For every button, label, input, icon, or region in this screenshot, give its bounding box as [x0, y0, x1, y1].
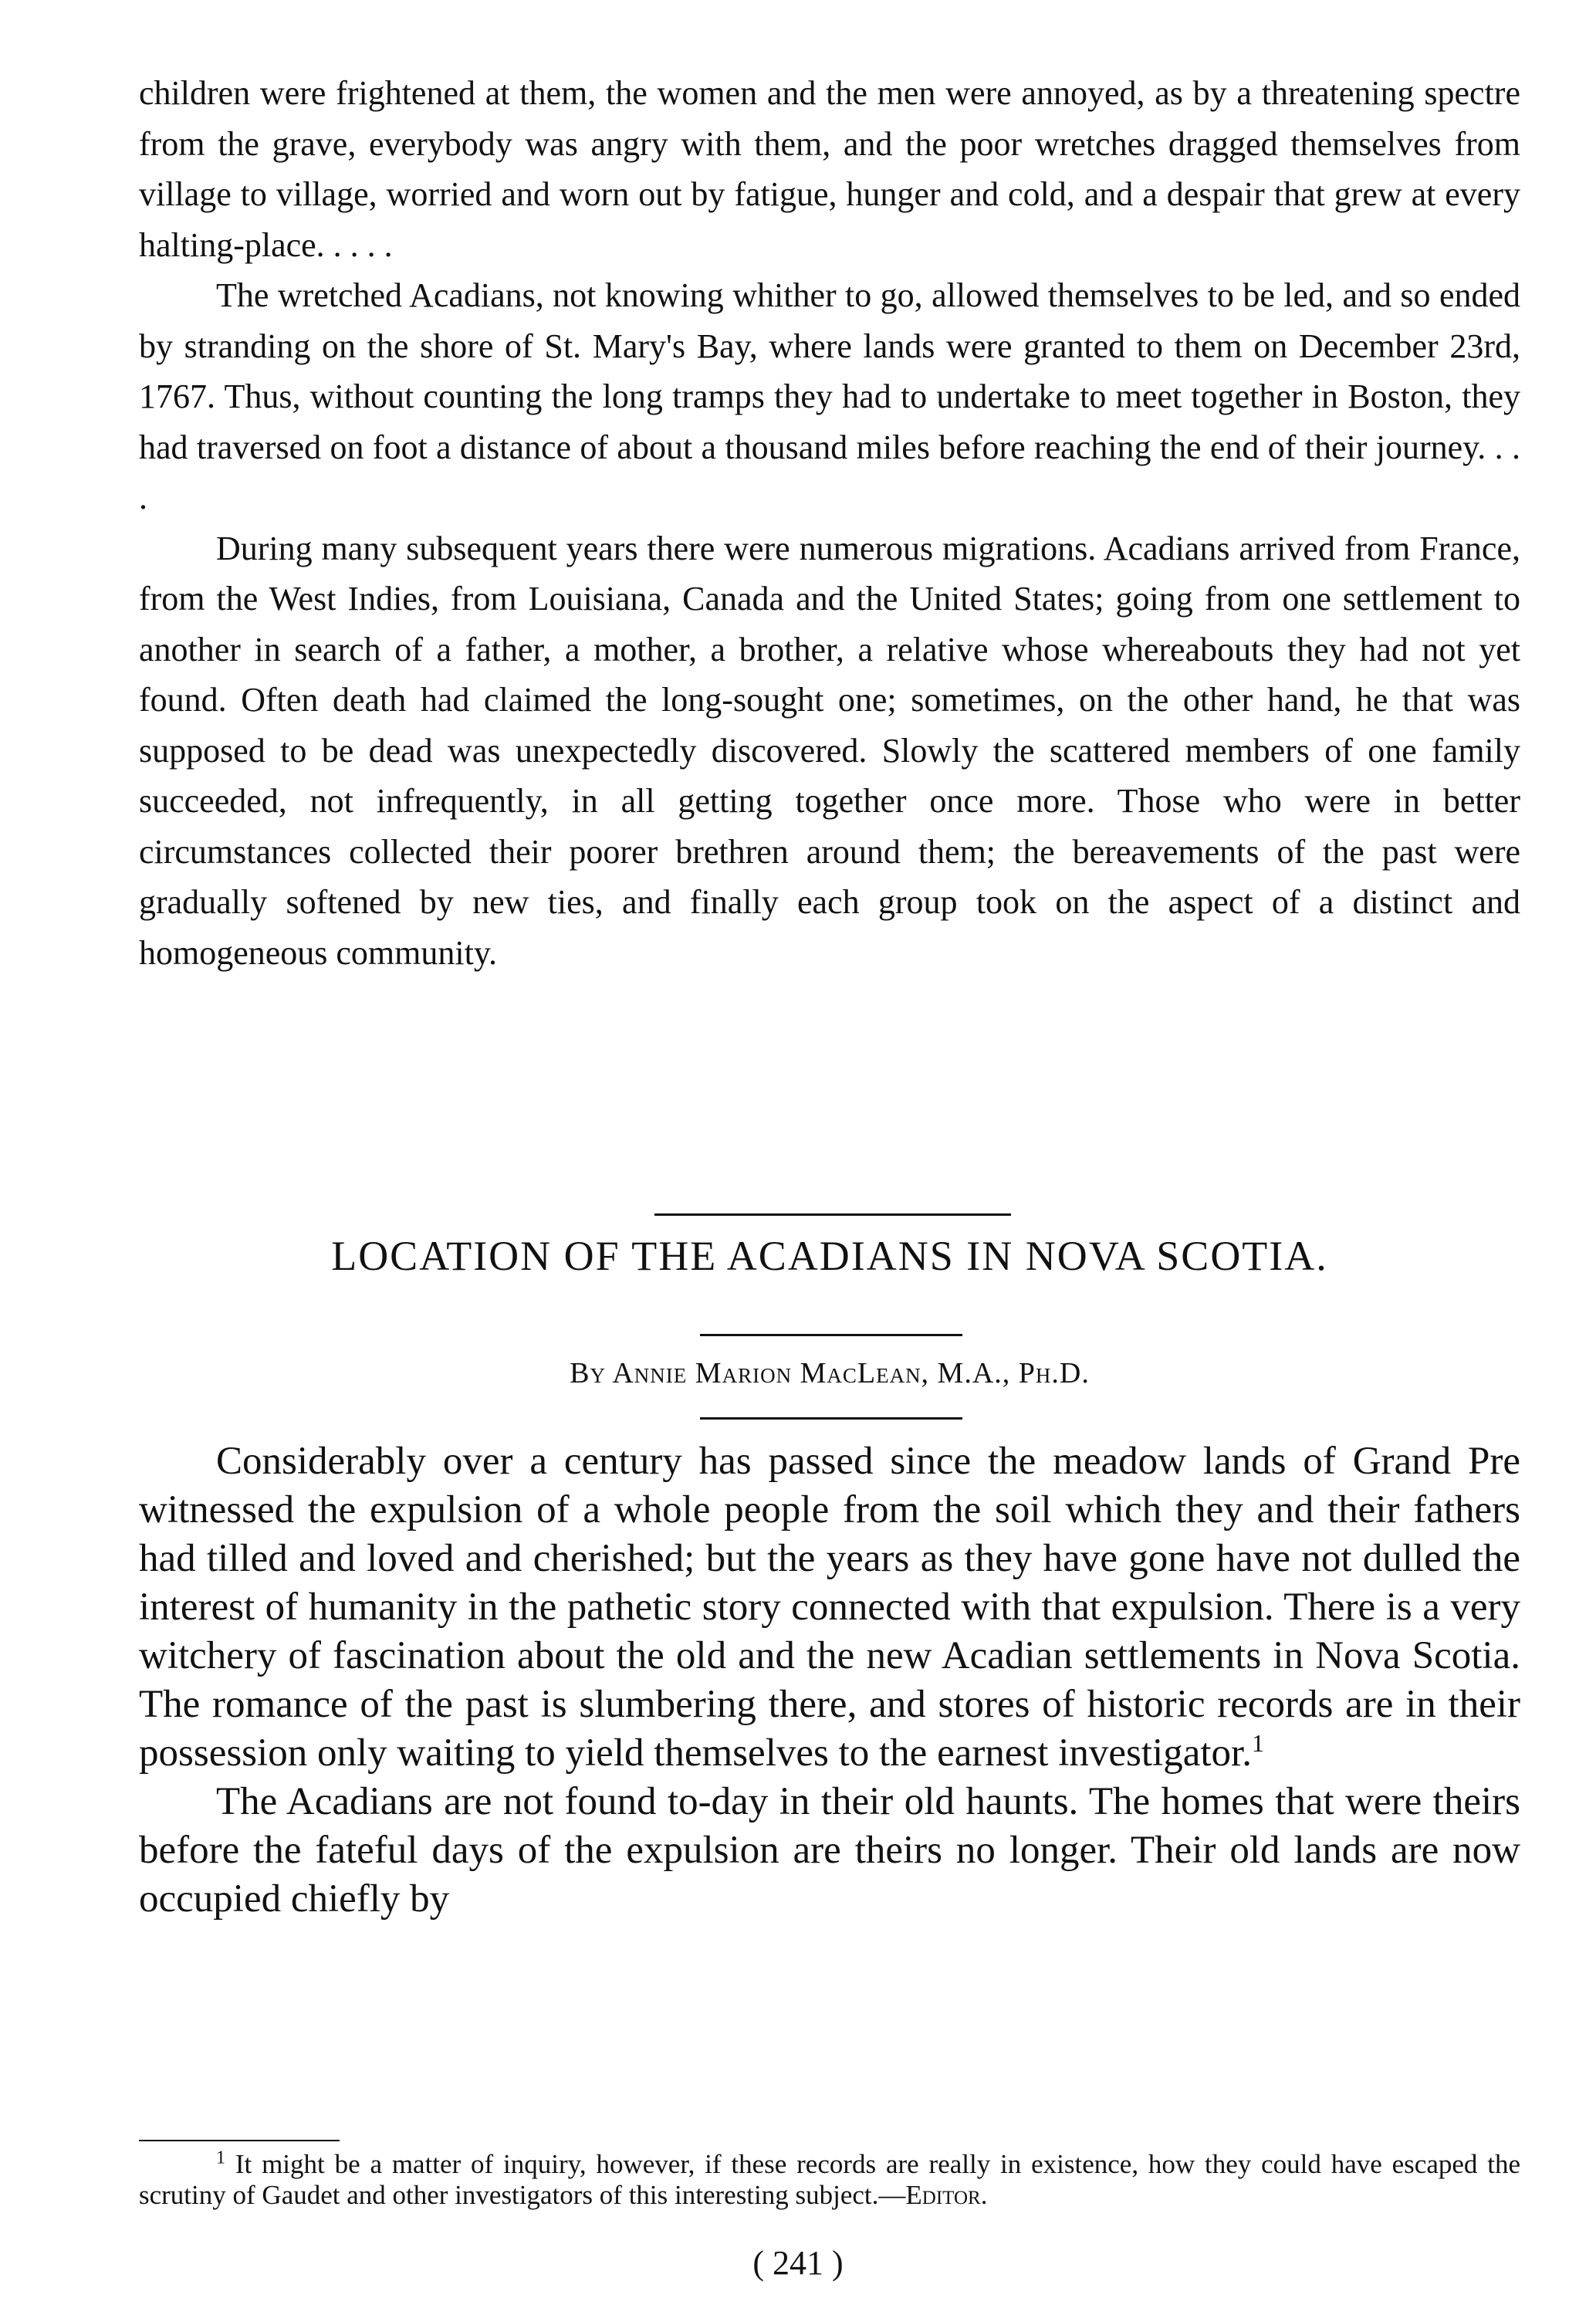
article-body: [139, 1437, 1520, 1924]
paragraph-migrations: During many subsequent years there were numerous migrations. Acadians arrived from France, from the West Indies, from Louisiana, Canada and the United States; going from one settlement to another in search of a father, a mother, a brother, a relative whose whereabouts they had not yet found. Often death had claimed the long-sought one; sometimes, on the other hand, he that was supposed to be dead was unexpectedly discovered. Slowly the scattered members of one family succeeded, not infrequently, in all getting together once more. Those who were in better circumstances collected their poorer brethren around them; the bereavements of the past were gradually softened by new ties, and finally each group took on the aspect of a distinct and homogeneous community.: [139, 529, 1520, 972]
footnote-signature: Editor.: [905, 2180, 988, 2210]
footnote-text: It might be a matter of inquiry, however, if these records are really in existence, how they could have escaped the scrutiny of Gaudet and other investigators of this interesting subject.—: [139, 2149, 1521, 2210]
footnote-paragraph: [139, 2149, 1520, 2211]
paragraph-1-text: Considerably over a century has passed since the meadow lands of Grand Pre witnessed the expulsion of a whole people from the soil which they and their fathers had tilled and loved and cherished; but the years as they have gone have not dulled the interest of humanity in the pathetic story connected with that expulsion. There is a very witchery of fascination about the old and the new Acadian settlements in Nova Scotia. The romance of the past is slumbering there, and stores of historic records are in their possession only waiting to yield themselves to the earnest investigator.: [139, 1440, 1520, 1775]
footnote-marker: 1: [216, 2147, 225, 2168]
previous-article-text: [139, 68, 1520, 978]
section-divider-rule: [654, 1213, 1011, 1216]
footnote-separator-rule: [139, 2140, 340, 2141]
article-title: LOCATION OF THE ACADIANS IN NOVA SCOTIA.: [331, 1233, 1328, 1279]
paragraph-wretched-acadians: The wretched Acadians, not knowing whither to go, allowed themselves to be led, and so ended by stranding on the shore of St. Mary's Bay, where lands were granted to them on December 23rd, 1767. Thus, without counting the long tramps they had to undertake to meet together in Boston, they had traversed on foot a distance of about a thousand miles before reaching the end of their journey. . . .: [139, 276, 1520, 516]
footnote-reference: 1: [1251, 1729, 1264, 1757]
footnote: [139, 2149, 1520, 2211]
page-number: ( 241 ): [752, 2244, 844, 2282]
paragraph-continued: children were frightened at them, the women and the men were annoyed, as by a threatening spectre from the grave, everybody was angry with them, and the poor wretches dragged themselves from village to village, worried and worn out by fatigue, hunger and cold, and a despair that grew at every halting-place. . . . .: [139, 74, 1520, 264]
article-paragraph-2: The Acadians are not found to-day in their old haunts. The homes that were theirs before the fateful days of the expulsion are theirs no longer. Their old lands are now occupied chiefly by: [139, 1780, 1520, 1921]
article-byline: By Annie Marion MacLean, M.A., Ph.D.: [570, 1357, 1090, 1389]
article-paragraph-1: [139, 1437, 1520, 1778]
byline-underline-rule: [700, 1417, 962, 1420]
title-underline-rule: [700, 1334, 962, 1336]
